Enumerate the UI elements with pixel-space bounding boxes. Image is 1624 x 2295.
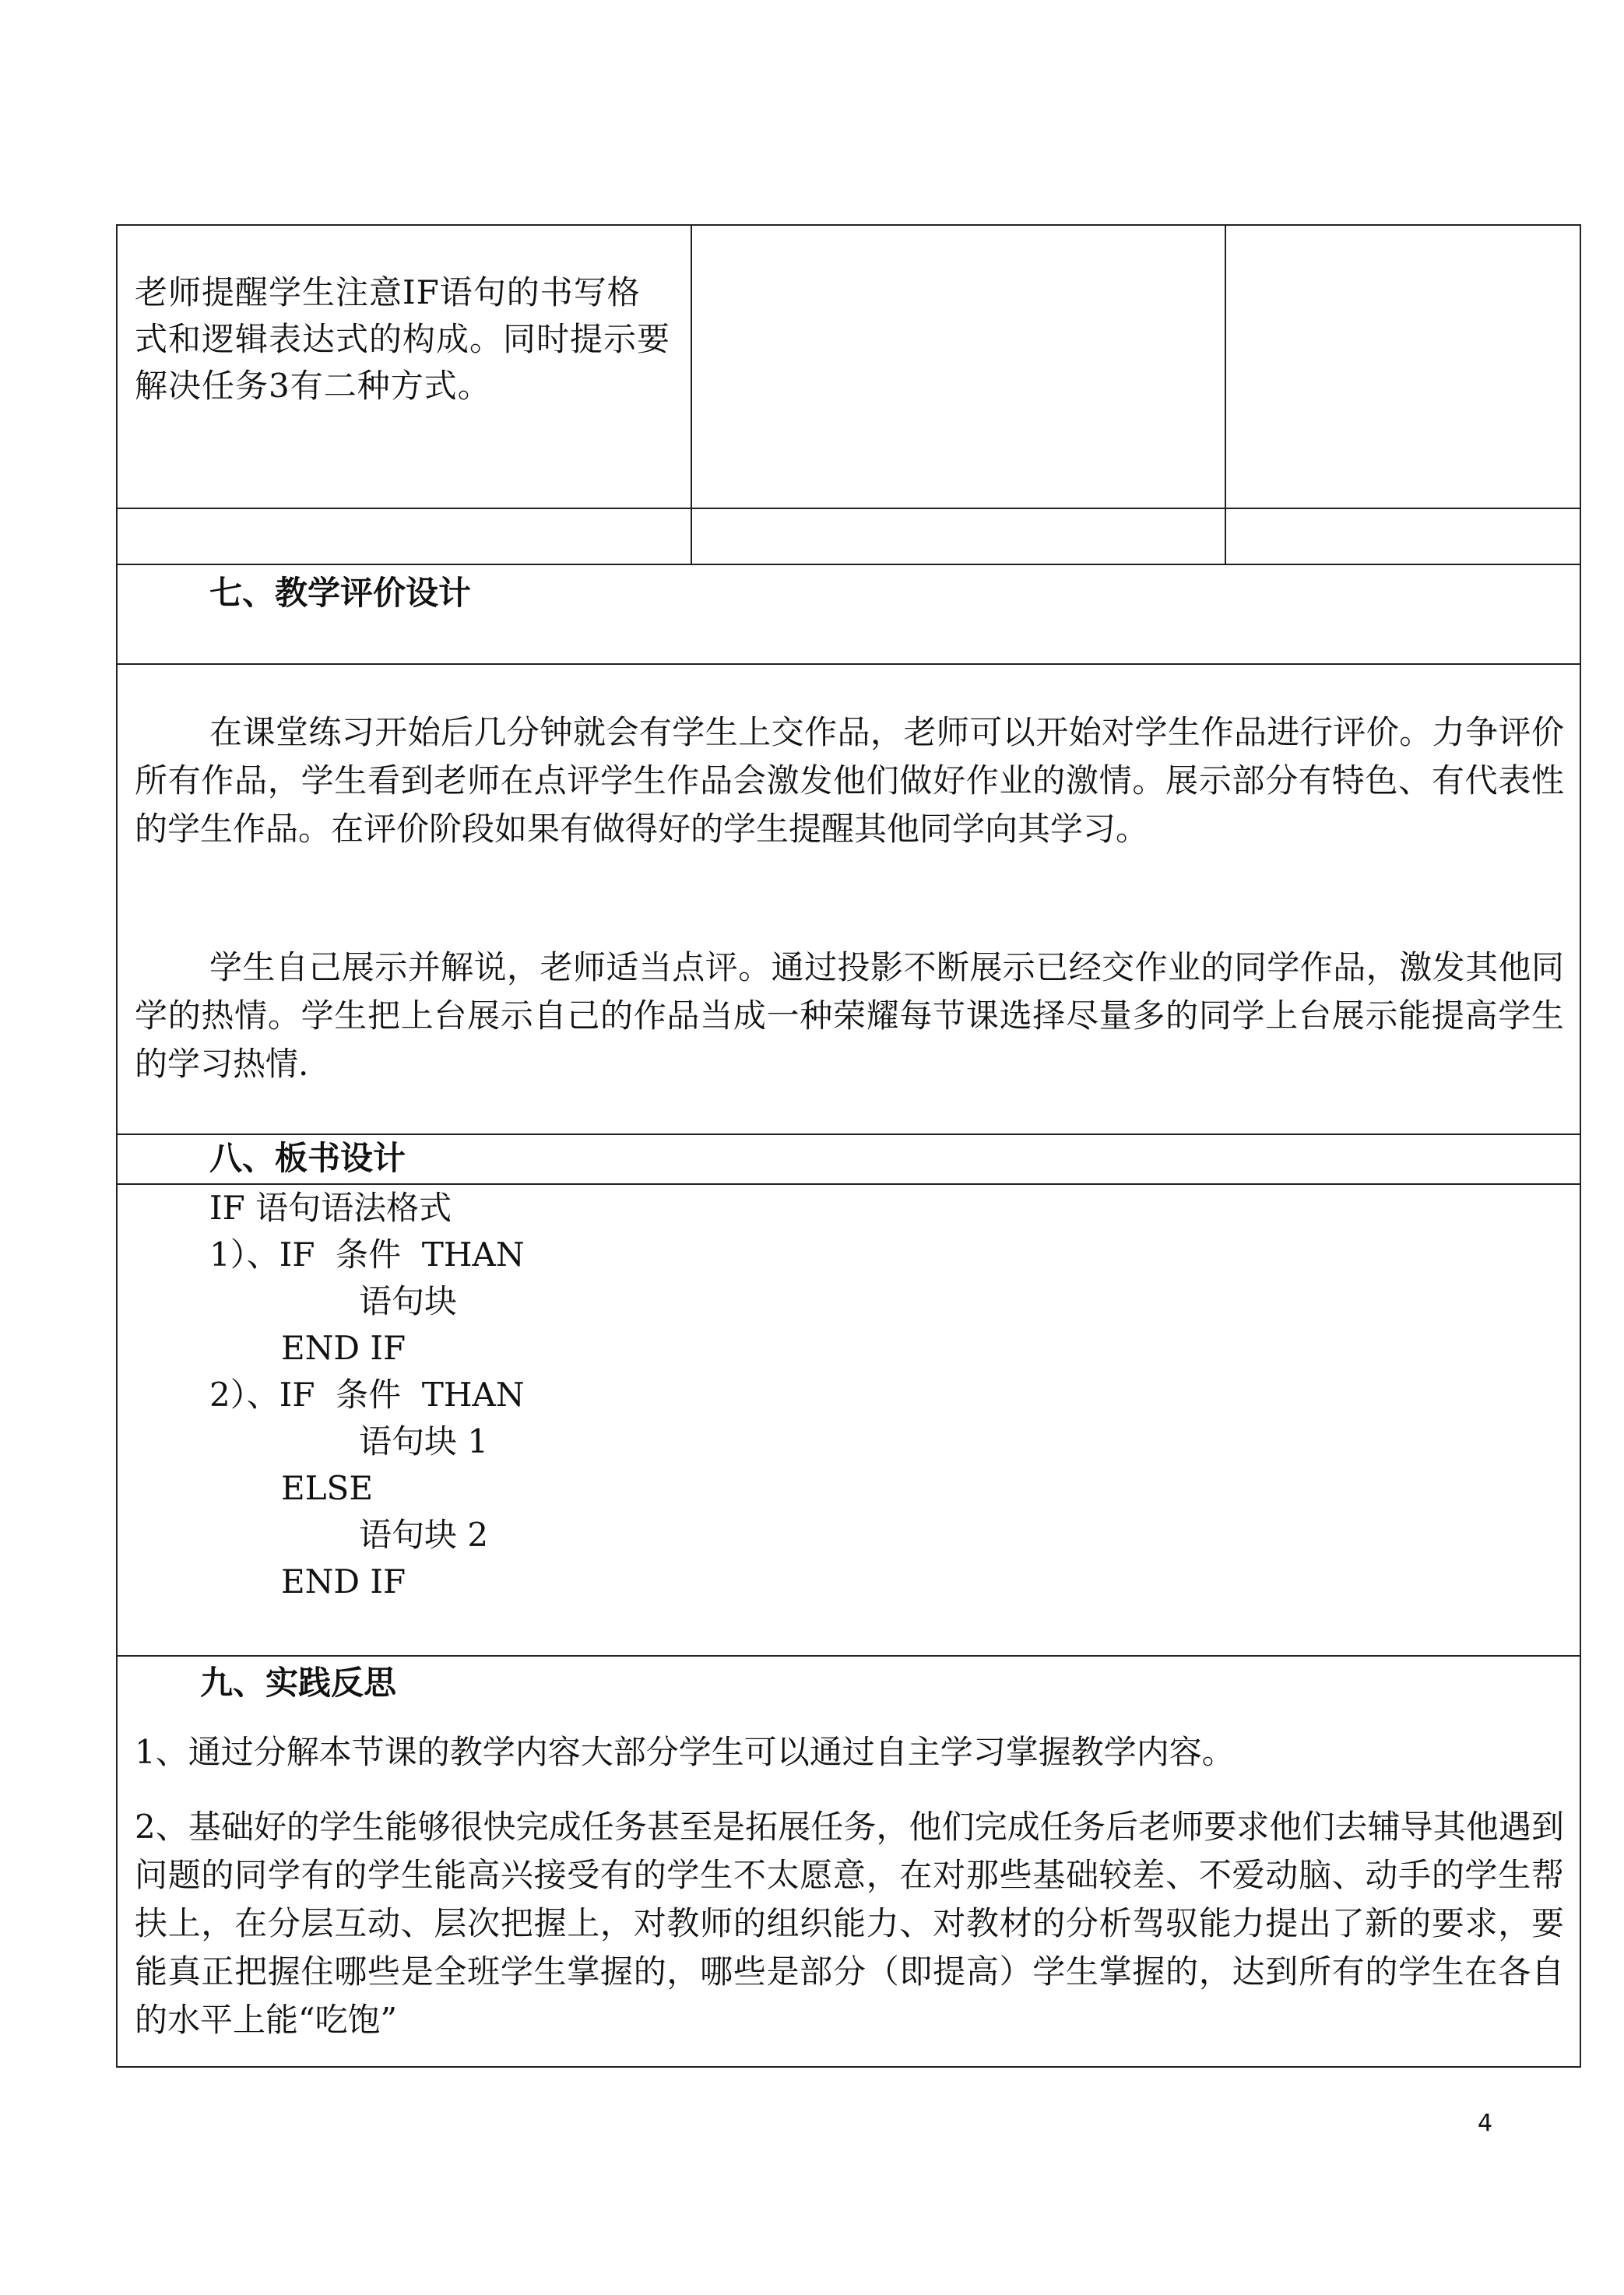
teacher-note-cell: 老师提醒学生注意IF语句的书写格式和逻辑表达式的构成。同时提示要解决任务3有二种方式。 (135, 273, 671, 405)
lesson-plan-table (116, 224, 1581, 2068)
board-line: END IF (281, 1562, 406, 1601)
board-line: 1）、IF 条件 THAN (209, 1235, 525, 1274)
board-line: 语句块 (359, 1282, 458, 1320)
section-7-paragraph-2: 学生自己展示并解说，老师适当点评。通过投影不断展示已经交作业的同学作品，激发其他同学的热情。学生把上台展示自己的作品当成一种荣耀每节课选择尽量多的同学上台展示能提高学生的学习热情. (135, 948, 1564, 1083)
column-divider (1225, 226, 1226, 564)
board-line: IF 语句语法格式 (209, 1189, 452, 1227)
board-line: END IF (281, 1329, 406, 1367)
column-divider (691, 226, 692, 564)
row-divider (118, 508, 1580, 509)
page-number: 4 (1478, 2110, 1493, 2137)
section-8-heading: 八、板书设计 (209, 1139, 406, 1177)
reflection-item-1: 1、通过分解本节课的教学内容大部分学生可以通过自主学习掌握教学内容。 (135, 1733, 1235, 1771)
row-divider (118, 663, 1580, 665)
row-divider (118, 1655, 1580, 1657)
board-line: 语句块 2 (359, 1516, 489, 1554)
section-7-heading: 七、教学评价设计 (209, 574, 472, 612)
board-line: ELSE (281, 1469, 373, 1507)
row-divider (118, 564, 1580, 565)
board-line: 语句块 1 (359, 1422, 489, 1460)
section-9-heading: 九、实践反思 (200, 1664, 397, 1702)
section-7-paragraph-1: 在课堂练习开始后几分钟就会有学生上交作品，老师可以开始对学生作品进行评价。力争评价所有作品，学生看到老师在点评学生作品会激发他们做好作业的激情。展示部分有特色、有代表性的学生作品。在评价阶段如果有做得好的学生提醒其他同学向其学习。 (135, 713, 1564, 848)
reflection-item-2: 2、基础好的学生能够很快完成任务甚至是拓展任务，他们完成任务后老师要求他们去辅导其他遇到问题的同学有的学生能高兴接受有的学生不太愿意，在对那些基础较差、不爱动脑、动手的学生帮扶上，在分层互动、层次把握上，对教师的组织能力、对教材的分析驾驭能力提出了新的要求，要能真正把握住哪些是全班学生掌握的，哪些是部分（即提高）学生掌握的，达到所有的学生在各自的水平上能“吃饱” (135, 1808, 1564, 2039)
board-line: 2）、IF 条件 THAN (209, 1376, 525, 1414)
